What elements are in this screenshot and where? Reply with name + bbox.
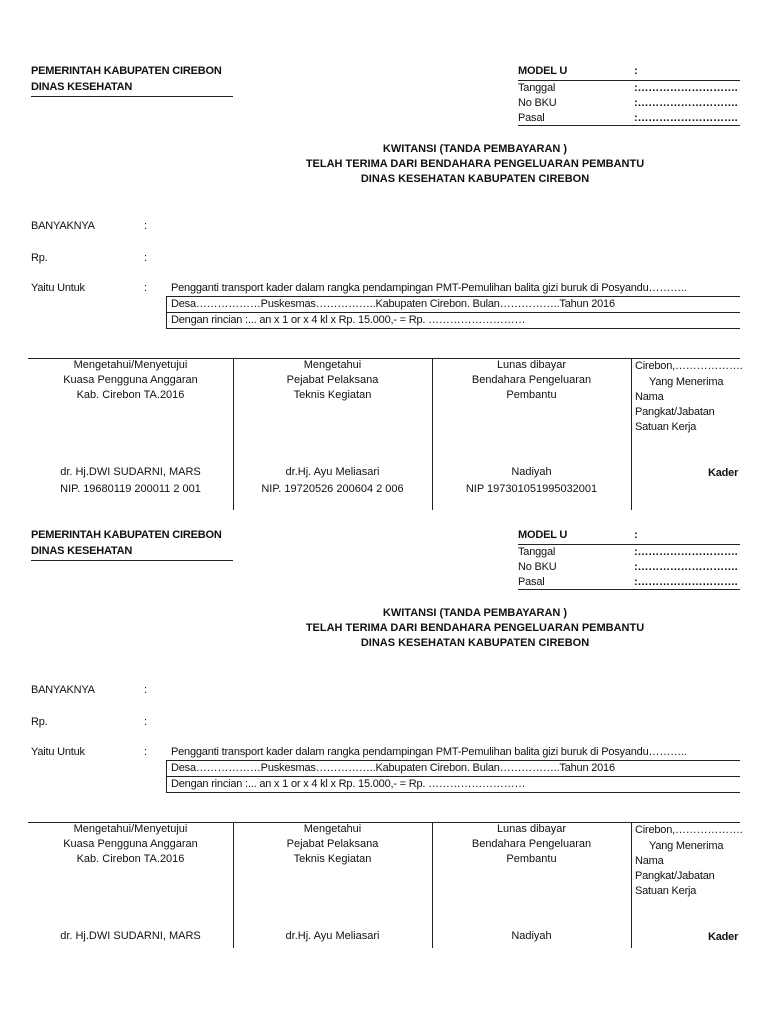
model-label: MODEL U <box>518 65 568 77</box>
rp-colon: : <box>144 252 147 264</box>
yaitu-line2: Desa………………Puskesmas……………..Kabupaten Cirebon. Bulan……………..Tahun 2016 <box>171 298 615 310</box>
yaitu-line3: Dengan rincian :... an x 1 or x 4 kl x Rp. 15.000,- = Rp. ……………………… <box>171 778 526 790</box>
sig4-satuan: Satuan Kerja <box>635 421 697 433</box>
sig4-pangkat: Pangkat/Jabatan <box>635 406 715 418</box>
yaitu-line1: Pengganti transport kader dalam rangka pendampingan PMT-Pemulihan balita gizi buruk di Posyandu……….. <box>171 746 687 758</box>
nobku-value: :………………………. <box>634 97 738 109</box>
yaitu-colon: : <box>144 282 147 294</box>
signature-divider-3 <box>631 822 632 948</box>
yaitu-label: Yaitu Untuk <box>31 282 85 294</box>
sig3-line2: Bendahara Pengeluaran <box>471 838 592 850</box>
tanggal-value: :………………………. <box>634 82 738 94</box>
model-label: MODEL U <box>518 529 568 541</box>
sig3-line3: Pembantu <box>506 853 557 865</box>
sig3-line3: Pembantu <box>506 389 557 401</box>
pasal-label: Pasal <box>518 576 545 588</box>
banyaknya-colon: : <box>144 684 147 696</box>
tanggal-label: Tanggal <box>518 82 556 94</box>
yaitu-line2: Desa………………Puskesmas……………..Kabupaten Cirebon. Bulan……………..Tahun 2016 <box>171 762 615 774</box>
yaitu-line3: Dengan rincian :... an x 1 or x 4 kl x Rp. 15.000,- = Rp. ……………………… <box>171 314 526 326</box>
yaitu-vrule-left <box>166 760 167 792</box>
sig3-line1: Lunas dibayar <box>496 359 567 371</box>
rp-label: Rp. <box>31 716 48 728</box>
banyaknya-label: BANYAKNYA <box>31 684 95 696</box>
sig4-pangkat: Pangkat/Jabatan <box>635 870 715 882</box>
sig1-line3: Kab. Cirebon TA.2016 <box>76 389 185 401</box>
title-line2: TELAH TERIMA DARI BENDAHARA PENGELUARAN PEMBANTU <box>305 158 645 170</box>
sig1-line2: Kuasa Pengguna Anggaran <box>63 838 198 850</box>
sig4-receiver: Yang Menerima <box>649 376 724 388</box>
title-line2: TELAH TERIMA DARI BENDAHARA PENGELUARAN PEMBANTU <box>305 622 645 634</box>
sig2-nip: NIP. 19720526 200604 2 006 <box>261 483 404 495</box>
sig4-nama: Nama <box>635 391 664 403</box>
pasal-label: Pasal <box>518 112 545 124</box>
sig1-line2: Kuasa Pengguna Anggaran <box>63 374 198 386</box>
rp-colon: : <box>144 716 147 728</box>
sig1-name: dr. Hj.DWI SUDARNI, MARS <box>60 930 201 942</box>
nobku-label: No BKU <box>518 561 557 573</box>
signature-col-pptk <box>233 822 432 948</box>
banyaknya-label: BANYAKNYA <box>31 220 95 232</box>
org-line2: DINAS KESEHATAN <box>31 81 133 93</box>
receipt-2 <box>0 464 768 943</box>
title-line3: DINAS KESEHATAN KABUPATEN CIREBON <box>360 173 590 185</box>
tanggal-value: :………………………. <box>634 546 738 558</box>
signature-col-kpa <box>28 822 233 948</box>
nobku-value: :………………………. <box>634 561 738 573</box>
model-value: : <box>634 529 638 541</box>
sig1-name: dr. Hj.DWI SUDARNI, MARS <box>60 466 201 478</box>
org-line1: PEMERINTAH KABUPATEN CIREBON <box>31 65 222 77</box>
org-line2: DINAS KESEHATAN <box>31 545 133 557</box>
tanggal-label: Tanggal <box>518 546 556 558</box>
sig2-name: dr.Hj. Ayu Meliasari <box>285 466 380 478</box>
sig1-line1: Mengetahui/Menyetujui <box>73 823 188 835</box>
sig2-line1: Mengetahui <box>303 823 362 835</box>
banyaknya-colon: : <box>144 220 147 232</box>
sig4-city: Cirebon,………………. <box>635 360 743 372</box>
model-value: : <box>634 65 638 77</box>
sig4-nama: Nama <box>635 855 664 867</box>
yaitu-colon: : <box>144 746 147 758</box>
sig3-name: Nadiyah <box>511 930 552 942</box>
sig1-line1: Mengetahui/Menyetujui <box>73 359 188 371</box>
yaitu-label: Yaitu Untuk <box>31 746 85 758</box>
sig2-name: dr.Hj. Ayu Meliasari <box>285 930 380 942</box>
sig3-line1: Lunas dibayar <box>496 823 567 835</box>
sig1-line3: Kab. Cirebon TA.2016 <box>76 853 185 865</box>
header-underline <box>31 560 233 561</box>
header-underline <box>31 96 233 97</box>
pasal-underline <box>518 589 740 590</box>
pasal-underline <box>518 125 740 126</box>
yaitu-line1: Pengganti transport kader dalam rangka pendampingan PMT-Pemulihan balita gizi buruk di Posyandu……….. <box>171 282 687 294</box>
title-line3: DINAS KESEHATAN KABUPATEN CIREBON <box>360 637 590 649</box>
title-line1: KWITANSI (TANDA PEMBAYARAN ) <box>382 143 568 155</box>
nobku-label: No BKU <box>518 97 557 109</box>
sig2-line3: Teknis Kegiatan <box>293 853 372 865</box>
sig2-line2: Pejabat Pelaksana <box>286 838 379 850</box>
org-line1: PEMERINTAH KABUPATEN CIREBON <box>31 529 222 541</box>
receipt-1 <box>0 0 768 495</box>
sig1-nip: NIP. 19680119 200011 2 001 <box>60 483 201 495</box>
sig4-kader: Kader <box>708 467 739 479</box>
pasal-value: :………………………. <box>634 112 738 124</box>
signature-col-bendahara <box>432 822 631 948</box>
sig2-line3: Teknis Kegiatan <box>293 389 372 401</box>
sig3-line2: Bendahara Pengeluaran <box>471 374 592 386</box>
rp-label: Rp. <box>31 252 48 264</box>
sig4-city: Cirebon,………………. <box>635 824 743 836</box>
title-line1: KWITANSI (TANDA PEMBAYARAN ) <box>382 607 568 619</box>
sig4-kader: Kader <box>708 931 739 943</box>
yaitu-vrule-left <box>166 296 167 328</box>
sig2-line2: Pejabat Pelaksana <box>286 374 379 386</box>
sig3-name: Nadiyah <box>511 466 552 478</box>
pasal-value: :………………………. <box>634 576 738 588</box>
yaitu-rule3 <box>166 792 740 793</box>
sig2-line1: Mengetahui <box>303 359 362 371</box>
sig3-nip: NIP 197301051995032001 <box>465 483 598 495</box>
sig4-satuan: Satuan Kerja <box>635 885 697 897</box>
yaitu-rule3 <box>166 328 740 329</box>
sig4-receiver: Yang Menerima <box>649 840 724 852</box>
